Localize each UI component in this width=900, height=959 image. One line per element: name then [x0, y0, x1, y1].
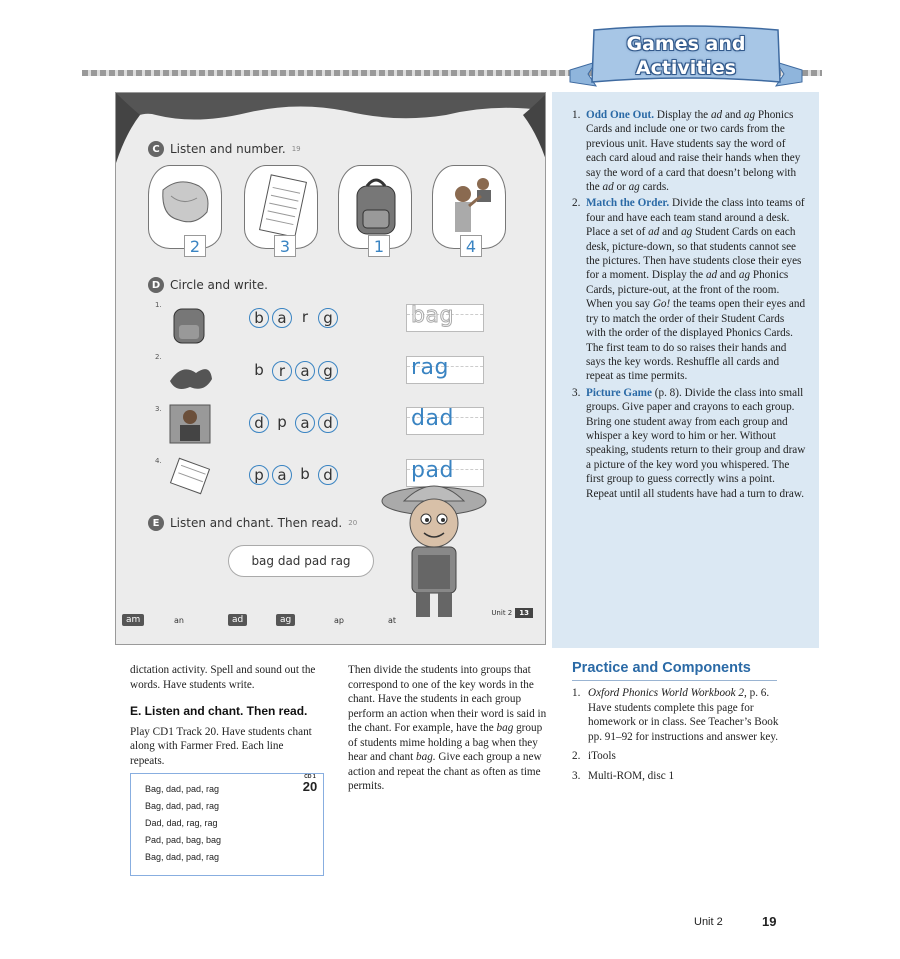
train-car	[334, 610, 344, 630]
games-list	[572, 108, 806, 503]
game-title: Match the Order.	[586, 197, 670, 210]
write-box-3	[406, 407, 484, 435]
train-car-label: ad	[228, 614, 247, 626]
game-item: 2. Match the Order. Divide the class into teams of four and have each team stand around a desk. Place a set of ad and ag Student Cards on each desk, picture-down, so that students cannot see the pictures. Then have students close their eyes for a moment. Display the ad and ag Phonics Cards, picture-out, at the front of the room. When you say Go! the teams open their eyes and try to match the order of their Student Cards with the order of the displayed Phonics Cards. The first team to do so raises their hands and says the key words. Reshuffle all cards and repeat as time permits.	[572, 197, 806, 383]
student-unit-tag	[491, 608, 533, 618]
letter-circled: a	[295, 413, 315, 433]
letter-circled: a	[272, 308, 292, 328]
chant-line: Bag, dad, pad, rag	[145, 784, 220, 794]
train-car	[122, 610, 144, 630]
row-number: 1.	[155, 301, 162, 309]
chant-line: Pad, pad, bag, bag	[145, 835, 222, 845]
section-d-title: Circle and write.	[170, 278, 268, 292]
letter-circled: d	[318, 465, 338, 485]
games-activities-ribbon	[566, 24, 806, 90]
student-unit-label: Unit 2	[491, 609, 513, 617]
write-box-2	[406, 356, 484, 384]
cd-track-number: 20	[302, 779, 318, 794]
train-car	[276, 610, 295, 630]
practice-item: 3. Multi-ROM, disc 1	[572, 769, 675, 782]
game-title: Odd One Out.	[586, 109, 655, 121]
ribbon-line-1: Games and	[626, 33, 746, 55]
row-number: 3.	[155, 405, 162, 413]
practice-item: 1. Oxford Phonics World Workbook 2, p. 6. Have students complete this page for homework or in class. See Teacher’s Book pp. 91–92 for instructions and answer key.	[572, 687, 779, 743]
chant-bubble: bag dad pad rag	[228, 545, 374, 577]
footer-unit: Unit 2	[694, 916, 723, 928]
practice-item: 2. iTools	[572, 750, 616, 762]
train-car	[228, 610, 247, 630]
answer: dad	[411, 406, 454, 431]
letter-circled: d	[318, 413, 338, 433]
dictation-intro: dictation activity. Spell and sound out the words. Have students write.	[130, 664, 316, 691]
picture-number: 4	[460, 235, 482, 257]
game-item: 1. Odd One Out. Display the ad and ag Phonics Cards and include one or two cards from the previous unit. Have students say the word of each card aloud and raise their hands when they say the word of a card that doesn’t belong with the ad or ag cards.	[572, 109, 801, 194]
dad-small-icon	[164, 403, 216, 445]
section-e-title: Listen and chant. Then read.	[170, 516, 343, 530]
letter: p	[277, 413, 287, 431]
phonics-train	[116, 602, 546, 644]
train-car-label: ap	[334, 615, 344, 625]
section-c-track: 19	[291, 145, 301, 153]
cd-label: CD 1	[304, 774, 316, 780]
chant-line: Bag, dad, pad, rag	[145, 801, 220, 811]
column-2	[348, 663, 553, 794]
train-car	[174, 610, 184, 630]
write-box-1	[406, 304, 484, 332]
answer: pad	[411, 458, 454, 483]
letter-row-2	[249, 361, 338, 381]
practice-list	[572, 686, 782, 788]
game-number: 3.	[572, 386, 581, 399]
train-car-label: an	[174, 615, 184, 625]
rag-small-icon	[164, 355, 216, 397]
letter: b	[254, 361, 264, 379]
cd-track-badge	[299, 774, 321, 794]
picture-number: 1	[368, 235, 390, 257]
section-c-title: Listen and number.	[170, 142, 286, 156]
backpack-small-icon	[164, 303, 216, 345]
game-number: 2.	[572, 197, 581, 210]
answer: rag	[411, 355, 449, 380]
letter: b	[300, 465, 310, 483]
row-number: 2.	[155, 353, 162, 361]
letter-row-3	[249, 413, 338, 433]
section-d-badge: D	[148, 277, 164, 293]
letter-circled: r	[272, 361, 292, 381]
chant-line: Dad, dad, rag, rag	[145, 818, 218, 828]
game-item: 3. Picture Game (p. 8). Divide the class into small groups. Give paper and crayons to each group. Bring one student away from each group and whisper a key word to him or her. Without speaking, students return to their group and draw a picture of the key word you whispered. The first group to guess correctly wins a point. Repeat until all students have had a turn to draw.	[572, 386, 806, 500]
game-title: Picture Game	[586, 386, 652, 399]
practice-rule	[572, 680, 777, 681]
row-number: 4.	[155, 457, 162, 465]
column-2-text: Then divide the students into groups that correspond to one of the key words in the chant. Have the students in each group perform an action when their word is said in the chant. For example, have the bag group of students mime holding a bag when they hear and chant bag. Give each group a new action and repeat the chant as often as time permits.	[348, 664, 547, 792]
footer-page-number: 19	[762, 914, 777, 929]
letter-circled: g	[318, 361, 338, 381]
letter-row-4	[249, 465, 338, 485]
pad-small-icon	[164, 455, 216, 497]
letter-circled: a	[295, 361, 315, 381]
train-car-label: at	[388, 615, 397, 625]
train-car-label: ag	[276, 614, 295, 626]
section-d-heading	[148, 277, 268, 293]
picture-number: 2	[184, 235, 206, 257]
letter-row-1	[249, 308, 338, 328]
answer-traced: bag	[411, 303, 454, 328]
section-e-badge: E	[148, 515, 164, 531]
section-c-heading	[148, 141, 301, 157]
letter-circled: p	[249, 465, 269, 485]
letter-circled: g	[318, 308, 338, 328]
student-page-number: 13	[515, 608, 533, 618]
section-e-heading	[148, 515, 357, 531]
listen-chant-instructions: Play CD1 Track 20. Have students chant along with Farmer Fred. Each line repeats.	[130, 725, 312, 767]
letter-circled: d	[249, 413, 269, 433]
picture-number: 3	[274, 235, 296, 257]
chant-line: Bag, dad, pad, rag	[145, 852, 220, 862]
column-1	[130, 663, 320, 768]
ribbon-line-2: Activities	[635, 57, 737, 79]
section-e-track: 20	[348, 519, 358, 527]
game-number: 1.	[572, 109, 581, 121]
letter-circled: a	[272, 465, 292, 485]
practice-components-title: Practice and Components	[572, 660, 751, 676]
student-book-page	[115, 92, 546, 645]
letter-circled: b	[249, 308, 269, 328]
chant-box	[130, 773, 324, 876]
train-car-label: am	[122, 614, 144, 626]
letter: r	[301, 308, 309, 326]
listen-chant-heading: E. Listen and chant. Then read.	[130, 704, 308, 718]
section-c-badge: C	[148, 141, 164, 157]
train-car	[388, 610, 396, 630]
